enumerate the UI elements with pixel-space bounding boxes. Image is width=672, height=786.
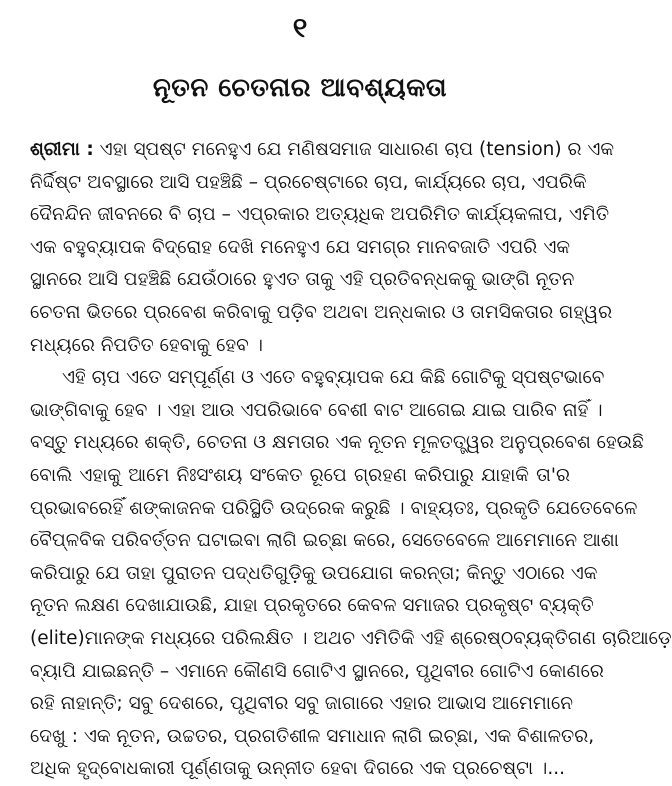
text-line: ଦେଖୁ : ଏକ ନୂତନ, ଉଚ୍ଚତର, ପ୍ରଗତିଶୀଳ ସମାଧାନ ଲାଗି ଇଚ୍ଛା, ଏକ ବିଶାଳତର, bbox=[30, 725, 595, 747]
text-line: ବ୍ୟାପି ଯାଇଛନ୍ତି – ଏମାନେ କୌଣସି ଗୋଟିଏ ସ୍ଥାନରେ, ପୃଥିବୀର ଗୋଟିଏ କୋଣରେ bbox=[30, 660, 604, 682]
text-line bbox=[30, 134, 615, 167]
chapter-title: ନୂତନ ଚେତନାର ଆବଶ୍ୟକତା bbox=[152, 73, 448, 103]
text-line: ମଧ୍ୟରେ ନିପତିତ ହେବାକୁ ହେବ । bbox=[30, 334, 263, 356]
text-line: ବୋଲି ଏହାକୁ ଆମେ ନିଃସଂଶୟ ସଂକେତ ରୂପେ ଗ୍ରହଣ କରିପାରୁ ଯାହାକି ତା'ର bbox=[30, 464, 570, 486]
text-line: ନିର୍ଦ୍ଦିଷ୍ଟ ଅବସ୍ଥାରେ ଆସି ପହଞ୍ଚିଛି – ପ୍ରଚେଷ୍ଟାରେ ଚାପ, କାର୍ଯ୍ୟରେ ଚାପ, ଏପରିକି bbox=[30, 171, 587, 193]
text-line: କରିପାରୁ ଯେ ତାହା ପୁରାତନ ପଦ୍ଧତିଗୁଡ଼ିକୁ ଉପଯୋଗ କରନ୍ତା; କିନ୍ତୁ ଏଠାରେ ଏକ bbox=[30, 562, 598, 584]
text-line: ସ୍ଥାନରେ ଆସି ପହଞ୍ଚିଛି ଯେଉଁଠାରେ ହୁଏତ ତାକୁ ଏହି ପ୍ରତିବନ୍ଧକକୁ ଭାଙ୍ଗି ନୂତନ bbox=[30, 269, 575, 291]
paragraph-1 bbox=[30, 134, 615, 362]
text-line: ଅଧିକ ହୃଦ୍‌ବୋଧକାରୀ ପୂର୍ଣ୍ଣତାକୁ ଉନ୍ନୀତ ହେବା ଦିଗରେ ଏକ ପ୍ରଚେଷ୍ଟା ।... bbox=[30, 758, 565, 780]
text-line: ବସ୍ତୁ ମଧ୍ୟରେ ଶକ୍ତି, ଚେତନା ଓ କ୍ଷମତାର ଏକ ନୂତନ ମୂଳତତ୍ତ୍ୱର ଅନୁପ୍ରବେଶ ହେଉଛି bbox=[30, 432, 644, 454]
text-line: ରହି ନାହାନ୍ତି; ସବୁ ଦେଶରେ, ପୃଥିବୀର ସବୁ ଜାଗାରେ ଏହାର ଆଭାସ ଆମେମାନେ bbox=[30, 693, 574, 715]
text-line: ବୈପ୍ଳବିକ ପରିବର୍ତ୍ତନ ଘଟାଇବା ଲାଗି ଇଚ୍ଛା କରେ, ସେତେବେଳେ ଆମେମାନେ ଆଶା bbox=[30, 530, 619, 552]
text-line: ଚେତନା ଭିତରେ ପ୍ରବେଶ କରିବାକୁ ପଡ଼ିବ ଅଥବା ଅନ୍ଧକାର ଓ ତାମସିକତାର ଗହ୍ୱର bbox=[30, 301, 613, 323]
text-line: ଭାଙ୍ଗିବାକୁ ହେବ । ଏହା ଆଉ ଏପରିଭାବେ ବେଶୀ ବାଟ ଆଗେଇ ଯାଇ ପାରିବ ନାହିଁ । bbox=[30, 399, 603, 421]
text-line: ପ୍ରଭାବରେହିଁ ଶଙ୍କାଜନକ ପରିସ୍ଥିତି ଉଦ୍ରେକ କରୁଛି । ବାହ୍ୟତଃ, ପ୍ରକୃତି ଯେତେବେଳେ bbox=[30, 497, 638, 519]
chapter-number: ୧ bbox=[292, 11, 308, 44]
text-line: ଏହି ଚାପ ଏତେ ସମ୍ପୂର୍ଣ୍ଣ ଓ ଏତେ ବହୁବ୍ୟାପକ ଯେ କିଛି ଗୋଟିକୁ ସ୍ପଷ୍ଟଭାବେ bbox=[62, 367, 605, 389]
text-fragment: ଏହା ସ୍ପଷ୍ଟ ମନେହୁଏ ଯେ ମଣିଷସମାଜ ସାଧାରଣ ଚାପ (tension) ର ଏକ bbox=[99, 139, 615, 160]
text-line: ଦୈନନ୍ଦିନ ଜୀବନରେ ବି ଚାପ – ଏପ୍ରକାର ଅତ୍ୟଧିକ ଅପରିମିତ କାର୍ଯ୍ୟକଳାପ, ଏମିତି bbox=[30, 204, 610, 226]
speaker-label: ଶ୍ରୀମା : bbox=[30, 139, 94, 160]
text-line: ଏକ ବହୁବ୍ୟାପକ ବିଦ୍ରୋହ ଦେଖି ମନେହୁଏ ଯେ ସମଗ୍ର ମାନବଜାତି ଏପରି ଏକ bbox=[30, 236, 570, 258]
text-line: ନୂତନ ଲକ୍ଷଣ ଦେଖାଯାଉଛି, ଯାହା ପ୍ରକୃତରେ କେବଳ ସମାଜର ପ୍ରକୃଷ୍ଟ ବ୍ୟକ୍ତି bbox=[30, 595, 594, 617]
body-text bbox=[30, 134, 672, 786]
text-line: (elite)ମାନଙ୍କ ମଧ୍ୟରେ ପରିଲକ୍ଷିତ । ଅଥଚ ଏମିତିକି ଏହି ଶ୍ରେଷ୍ଠବ୍ୟକ୍ତିଗଣ ଚାରିଆଡ଼େ bbox=[30, 627, 672, 649]
paragraph-2 bbox=[30, 362, 672, 786]
